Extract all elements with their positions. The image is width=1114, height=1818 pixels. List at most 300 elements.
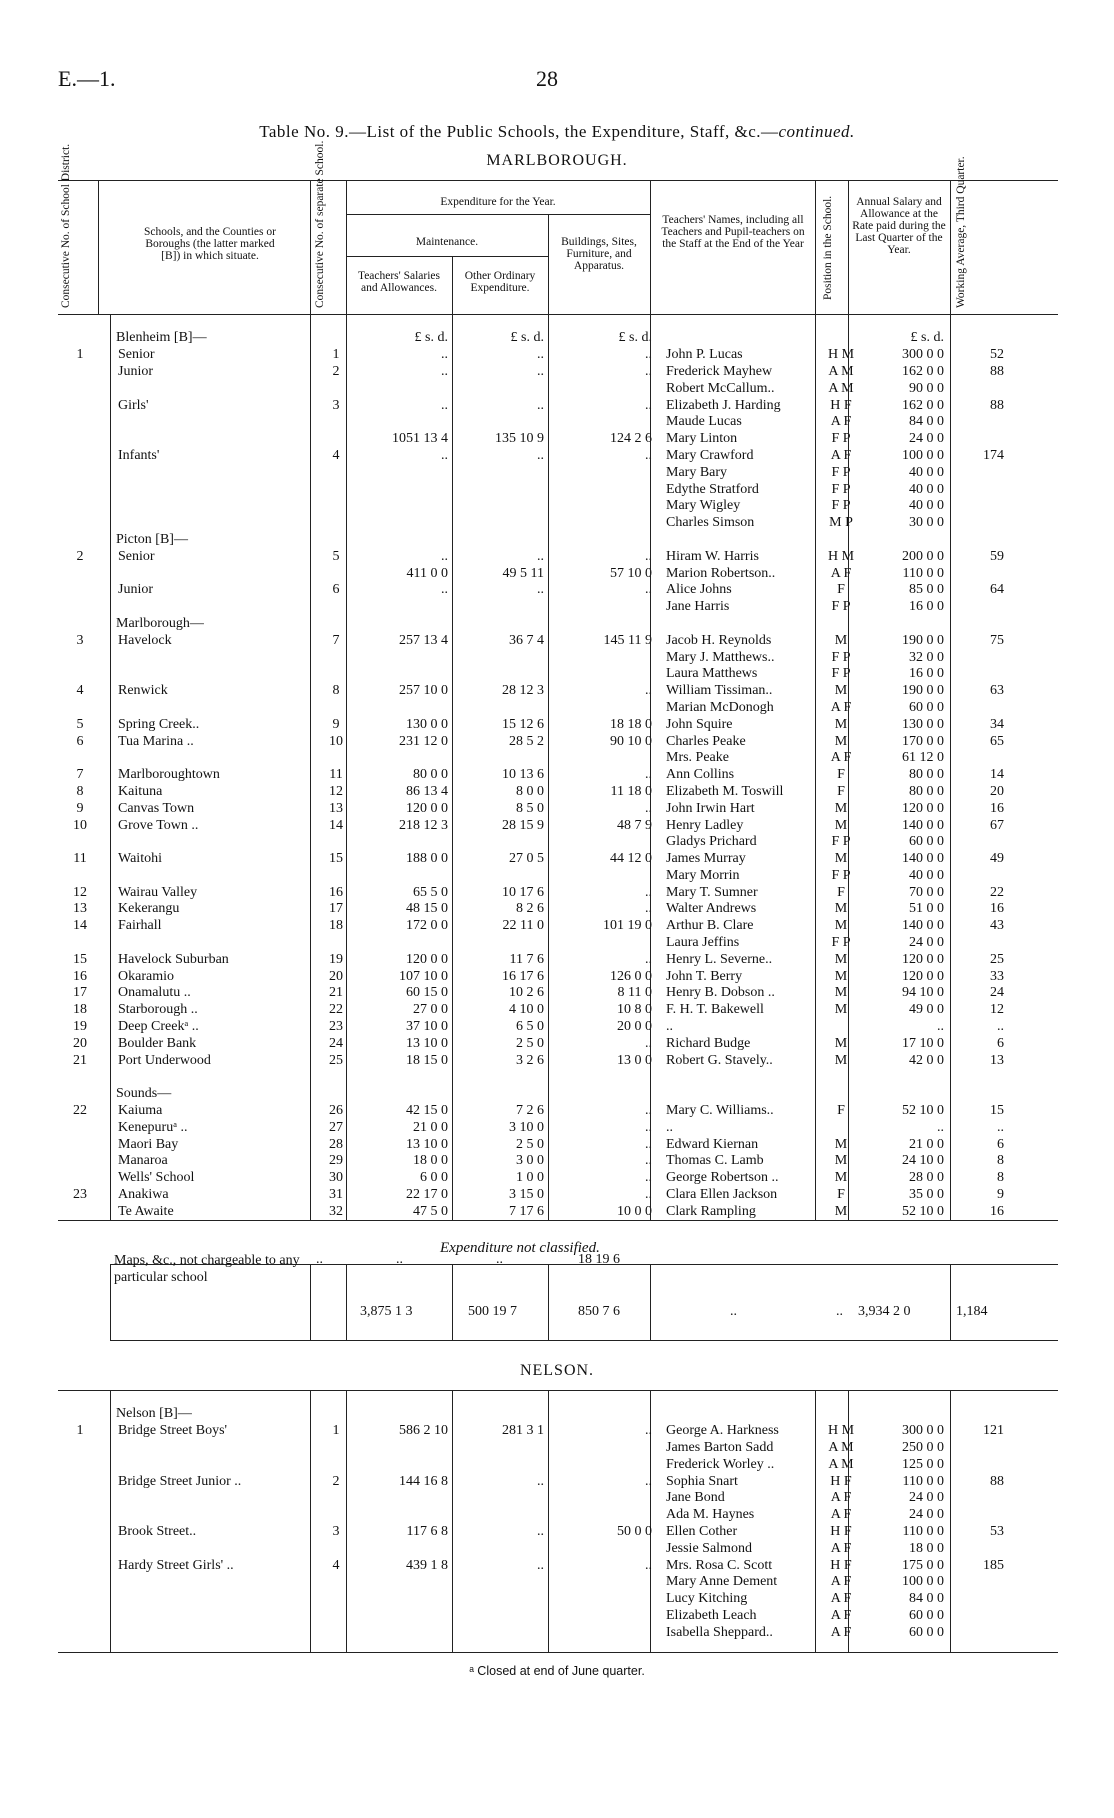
nelson-school-number — [320, 1507, 352, 1524]
marlborough-buildings: 10 0 0 — [617, 1203, 652, 1219]
marlborough-annual-salary: 40 0 0 — [909, 867, 944, 883]
marlborough-district-number — [58, 1153, 102, 1170]
marlborough-buildings: .. — [645, 1119, 652, 1135]
nelson-row — [58, 1440, 1010, 1457]
total-teachers: .. — [730, 1304, 737, 1319]
marlborough-position: F P — [831, 666, 851, 682]
marlborough-position: M — [834, 800, 848, 816]
nelson-working-average — [952, 1591, 1010, 1608]
marlborough-district-number: 9 — [76, 800, 84, 816]
marlborough-salaries: .. — [441, 582, 448, 598]
marlborough-working-average — [952, 532, 1010, 549]
nelson-position: A F — [830, 1591, 852, 1607]
nelson-district-number — [58, 1473, 102, 1490]
marlborough-school-number — [320, 834, 352, 851]
marlborough-school-number: 9 — [332, 716, 340, 732]
marlborough-other-expenditure: 1 0 0 — [516, 1170, 544, 1186]
marlborough-other-expenditure: 10 2 6 — [509, 985, 544, 1001]
nelson-school-name: Bridge Street Boys' — [118, 1423, 228, 1439]
nelson-position: A F — [830, 1607, 852, 1623]
marlborough-salaries: 188 0 0 — [406, 851, 448, 867]
marlborough-buildings — [550, 380, 658, 397]
marlborough-buildings — [550, 532, 658, 549]
marlborough-district-number — [58, 649, 102, 666]
nelson-salaries: 144 16 8 — [399, 1473, 448, 1489]
header-annual-salary: Annual Salary and Allowance at the Rate paid during the Last Quarter of the Year. — [852, 196, 946, 256]
marlborough-annual-salary: 16 0 0 — [909, 666, 944, 682]
total-other: 500 19 7 — [468, 1304, 517, 1319]
marlborough-district-number — [58, 481, 102, 498]
marlborough-row — [58, 918, 1010, 935]
nelson-other-expenditure — [454, 1440, 550, 1457]
marlborough-row — [58, 481, 1010, 498]
marlborough-other-expenditure: 2 5 0 — [516, 1136, 544, 1152]
marlborough-teacher-name: John P. Lucas — [666, 347, 743, 363]
marlborough-position: F P — [831, 834, 851, 850]
marlborough-district-number — [58, 397, 102, 414]
nelson-annual-salary: 175 0 0 — [902, 1557, 944, 1573]
nelson-teacher-name: Isabella Sheppard.. — [666, 1624, 773, 1640]
marlborough-position: M — [834, 716, 848, 732]
nelson-row — [58, 1456, 1010, 1473]
marlborough-teacher-name: Arthur B. Clare — [666, 918, 754, 934]
marlborough-district-number: 11 — [73, 851, 87, 867]
nelson-position: H F — [830, 1523, 852, 1539]
marlborough-teacher-name: Mary Morrin — [666, 867, 740, 883]
marlborough-row — [58, 985, 1010, 1002]
marlborough-position: M — [834, 1203, 848, 1219]
marlborough-position: F — [837, 582, 845, 598]
nelson-school-name — [102, 1591, 320, 1608]
marlborough-teacher-name: Mrs. Peake — [666, 750, 729, 766]
marlborough-district-number — [58, 1086, 102, 1103]
marlborough-district-number: 16 — [73, 968, 87, 984]
marlborough-salaries: 130 0 0 — [406, 716, 448, 732]
nelson-salaries — [352, 1406, 454, 1423]
nelson-row — [58, 1524, 1010, 1541]
marlborough-school-name: Sounds— — [116, 1086, 172, 1102]
marlborough-row — [58, 733, 1010, 750]
marlborough-working-average: 174 — [983, 447, 1004, 463]
marlborough-buildings: £ s. d. — [618, 330, 652, 346]
nelson-school-name: Nelson [B]— — [116, 1406, 192, 1422]
nelson-buildings — [550, 1440, 658, 1457]
nelson-school-number — [320, 1440, 352, 1457]
marlborough-position: F P — [831, 867, 851, 883]
marlborough-buildings — [550, 750, 658, 767]
marlborough-district-number: 1 — [76, 347, 84, 363]
marlborough-school-name: Wairau Valley — [118, 884, 198, 900]
marlborough-school-name: Infants' — [118, 447, 160, 463]
nelson-school-number: 2 — [332, 1473, 340, 1489]
marlborough-teacher-name: John Irwin Hart — [666, 800, 755, 816]
marlborough-school-number: 5 — [332, 548, 340, 564]
marlborough-school-name: Grove Town .. — [118, 817, 199, 833]
marlborough-position — [824, 532, 858, 549]
marlborough-position: F P — [831, 481, 851, 497]
marlborough-row — [58, 431, 1010, 448]
nelson-annual-salary — [858, 1406, 952, 1423]
marlborough-district-number: 6 — [76, 733, 84, 749]
nelson-school-name — [102, 1624, 320, 1641]
marlborough-school-number — [320, 565, 352, 582]
marlborough-school-name — [102, 431, 320, 448]
marlborough-salaries — [352, 464, 454, 481]
marlborough-row — [58, 347, 1010, 364]
marlborough-school-number: 26 — [329, 1103, 343, 1119]
nelson-teacher-name: James Barton Sadd — [666, 1439, 774, 1455]
total-position: .. — [836, 1304, 843, 1319]
marlborough-district-number: 10 — [73, 817, 87, 833]
marlborough-other-expenditure: 3 15 0 — [509, 1187, 544, 1203]
marlborough-position: H M — [827, 548, 855, 564]
marlborough-school-number — [320, 431, 352, 448]
marlborough-salaries — [352, 1069, 454, 1086]
marlborough-working-average: 20 — [990, 783, 1004, 799]
page-number: 28 — [536, 66, 558, 91]
marlborough-working-average: 75 — [990, 632, 1004, 648]
marlborough-other-expenditure: 8 2 6 — [516, 901, 544, 917]
marlborough-position: M — [834, 1153, 848, 1169]
marlborough-salaries — [352, 515, 454, 532]
marlborough-other-expenditure: £ s. d. — [510, 330, 544, 346]
marlborough-school-number — [320, 935, 352, 952]
marlborough-buildings — [550, 464, 658, 481]
marlborough-buildings: 20 0 0 — [617, 1019, 652, 1035]
marlborough-working-average — [952, 498, 1010, 515]
maps-salaries: .. — [396, 1252, 403, 1267]
marlborough-teacher-name: Maude Lucas — [666, 414, 742, 430]
marlborough-district-number: 3 — [76, 632, 84, 648]
nelson-working-average — [952, 1440, 1010, 1457]
marlborough-row — [58, 515, 1010, 532]
nelson-row — [58, 1624, 1010, 1641]
marlborough-row — [58, 498, 1010, 515]
header-maintenance: Maintenance. — [415, 236, 479, 248]
nelson-other-expenditure — [454, 1608, 550, 1625]
marlborough-salaries: 120 0 0 — [406, 951, 448, 967]
nelson-annual-salary: 60 0 0 — [909, 1607, 944, 1623]
marlborough-school-number: 20 — [329, 968, 343, 984]
nelson-teacher-name: Lucy Kitching — [666, 1591, 748, 1607]
marlborough-other-expenditure: 7 2 6 — [516, 1103, 544, 1119]
nelson-annual-salary: 300 0 0 — [902, 1423, 944, 1439]
marlborough-school-name: Kenepuruᵃ .. — [118, 1119, 188, 1135]
marlborough-other-expenditure: .. — [537, 347, 544, 363]
nelson-position: A M — [828, 1439, 854, 1455]
nelson-annual-salary: 250 0 0 — [902, 1439, 944, 1455]
marlborough-annual-salary: 84 0 0 — [909, 414, 944, 430]
table-title-continued: continued. — [778, 122, 855, 141]
nelson-teacher-name: Frederick Worley .. — [666, 1456, 775, 1472]
marlborough-annual-salary: 120 0 0 — [902, 800, 944, 816]
marlborough-working-average — [952, 834, 1010, 851]
marlborough-row — [58, 1153, 1010, 1170]
nelson-buildings: 50 0 0 — [617, 1523, 652, 1539]
marlborough-buildings: 44 12 0 — [610, 851, 652, 867]
nelson-annual-salary: 84 0 0 — [909, 1591, 944, 1607]
marlborough-buildings: 18 18 0 — [610, 716, 652, 732]
marlborough-school-number: 31 — [329, 1187, 343, 1203]
marlborough-teacher-name — [658, 330, 824, 347]
marlborough-district-number — [58, 1203, 102, 1220]
nelson-buildings — [550, 1574, 658, 1591]
marlborough-salaries — [352, 935, 454, 952]
marlborough-school-number: 10 — [329, 733, 343, 749]
marlborough-other-expenditure: 28 15 9 — [502, 817, 544, 833]
marlborough-school-name — [102, 666, 320, 683]
nelson-buildings — [550, 1507, 658, 1524]
marlborough-school-name: Manaroa — [118, 1153, 168, 1169]
marlborough-teacher-name: John T. Berry — [666, 968, 743, 984]
marlborough-school-number: 23 — [329, 1019, 343, 1035]
marlborough-working-average: 64 — [990, 582, 1004, 598]
marlborough-working-average — [952, 666, 1010, 683]
nelson-position: H F — [830, 1557, 852, 1573]
marlborough-district-number: 7 — [76, 767, 84, 783]
marlborough-buildings: .. — [645, 951, 652, 967]
marlborough-working-average: 9 — [997, 1187, 1004, 1203]
marlborough-working-average: 8 — [997, 1153, 1004, 1169]
marlborough-salaries: 120 0 0 — [406, 800, 448, 816]
marlborough-position — [824, 330, 858, 347]
marlborough-row — [58, 1136, 1010, 1153]
marlborough-buildings — [550, 599, 658, 616]
marlborough-row — [58, 364, 1010, 381]
marlborough-row — [58, 1052, 1010, 1069]
marlborough-school-name: Deep Creekᵃ .. — [118, 1019, 199, 1035]
marlborough-position: A F — [830, 447, 852, 463]
marlborough-district-number: 23 — [73, 1187, 87, 1203]
marlborough-school-name: Onamalutu .. — [118, 985, 191, 1001]
marlborough-school-number — [320, 700, 352, 717]
marlborough-annual-salary: 110 0 0 — [902, 565, 944, 581]
marlborough-buildings — [550, 649, 658, 666]
nelson-row — [58, 1574, 1010, 1591]
marlborough-position — [824, 1119, 858, 1136]
nelson-school-name — [102, 1540, 320, 1557]
marlborough-teacher-name: Clark Rampling — [666, 1203, 756, 1219]
marlborough-other-expenditure: 3 2 6 — [516, 1052, 544, 1068]
marlborough-other-expenditure — [454, 414, 550, 431]
nelson-position: H M — [827, 1423, 855, 1439]
marlborough-teacher-name: Marian McDonogh — [666, 699, 774, 715]
marlborough-teacher-name: Mary C. Williams.. — [666, 1103, 774, 1119]
marlborough-salaries: 218 12 3 — [399, 817, 448, 833]
marlborough-other-expenditure: 28 12 3 — [502, 683, 544, 699]
nelson-salaries — [352, 1456, 454, 1473]
expenditure-not-classified-label: Expenditure not classified. — [440, 1240, 600, 1256]
nelson-buildings: .. — [645, 1557, 652, 1573]
marlborough-salaries: 107 10 0 — [399, 968, 448, 984]
marlborough-school-name — [102, 498, 320, 515]
marlborough-annual-salary: 49 0 0 — [909, 1002, 944, 1018]
nelson-other-expenditure: .. — [537, 1473, 544, 1489]
marlborough-position: M — [834, 632, 848, 648]
marlborough-buildings — [550, 616, 658, 633]
marlborough-annual-salary: 300 0 0 — [902, 347, 944, 363]
marlborough-buildings: .. — [645, 901, 652, 917]
marlborough-annual-salary: 120 0 0 — [902, 968, 944, 984]
marlborough-school-number: 16 — [329, 884, 343, 900]
marlborough-position: H F — [830, 397, 852, 413]
marlborough-other-expenditure: .. — [537, 582, 544, 598]
marlborough-position — [824, 616, 858, 633]
marlborough-school-name — [102, 464, 320, 481]
nelson-working-average — [952, 1574, 1010, 1591]
marlborough-buildings: 124 2 6 — [610, 431, 652, 447]
marlborough-teacher-name: .. — [666, 1119, 673, 1135]
nelson-district-number — [58, 1557, 102, 1574]
marlborough-salaries — [352, 481, 454, 498]
marlborough-school-name: Boulder Bank — [118, 1035, 197, 1051]
marlborough-other-expenditure: 10 17 6 — [502, 884, 544, 900]
marlborough-school-name: Junior — [118, 363, 153, 379]
marlborough-annual-salary: 85 0 0 — [909, 582, 944, 598]
maps-other: .. — [496, 1252, 503, 1267]
marlborough-salaries: 42 15 0 — [406, 1103, 448, 1119]
marlborough-salaries — [352, 616, 454, 633]
marlborough-position: A F — [830, 750, 852, 766]
marlborough-district-number — [58, 1170, 102, 1187]
marlborough-annual-salary: 162 0 0 — [902, 363, 944, 379]
marlborough-school-name: Waitohi — [118, 851, 162, 867]
marlborough-school-number — [320, 616, 352, 633]
marlborough-working-average: 63 — [990, 683, 1004, 699]
nelson-working-average — [952, 1624, 1010, 1641]
nelson-school-number: 4 — [332, 1557, 340, 1573]
nelson-annual-salary: 110 0 0 — [902, 1523, 944, 1539]
marlborough-salaries — [352, 599, 454, 616]
marlborough-school-name — [102, 515, 320, 532]
nelson-school-name — [102, 1490, 320, 1507]
marlborough-school-number — [320, 1086, 352, 1103]
marlborough-position: F P — [831, 498, 851, 514]
nelson-position: A M — [828, 1456, 854, 1472]
marlborough-school-name: Tua Marina .. — [118, 733, 194, 749]
marlborough-other-expenditure: 3 0 0 — [516, 1153, 544, 1169]
marlborough-other-expenditure — [454, 700, 550, 717]
marlborough-working-average — [952, 868, 1010, 885]
marlborough-district-number — [58, 515, 102, 532]
marlborough-row — [58, 414, 1010, 431]
marlborough-row — [58, 649, 1010, 666]
marlborough-annual-salary: £ s. d. — [910, 330, 944, 346]
marlborough-salaries: 27 0 0 — [413, 1002, 448, 1018]
nelson-salaries — [352, 1490, 454, 1507]
marlborough-row — [58, 380, 1010, 397]
marlborough-annual-salary: 170 0 0 — [902, 733, 944, 749]
nelson-buildings — [550, 1456, 658, 1473]
marlborough-other-expenditure: 3 10 0 — [509, 1119, 544, 1135]
marlborough-salaries: 18 0 0 — [413, 1153, 448, 1169]
marlborough-district-number — [58, 498, 102, 515]
marlborough-school-name — [102, 380, 320, 397]
marlborough-teacher-name: .. — [666, 1019, 673, 1035]
marlborough-position — [824, 1019, 858, 1036]
marlborough-other-expenditure: 7 17 6 — [509, 1203, 544, 1219]
marlborough-working-average — [952, 464, 1010, 481]
marlborough-school-name: Picton [B]— — [116, 531, 188, 547]
marlborough-row — [58, 599, 1010, 616]
nelson-teacher-name: George A. Harkness — [666, 1423, 779, 1439]
marlborough-buildings: 90 10 0 — [610, 733, 652, 749]
marlborough-annual-salary: 40 0 0 — [909, 464, 944, 480]
nelson-buildings — [550, 1608, 658, 1625]
marlborough-district-number: 5 — [76, 716, 84, 732]
marlborough-teacher-name: James Murray — [666, 851, 746, 867]
nelson-position: H F — [830, 1473, 852, 1489]
marlborough-position — [824, 1069, 858, 1086]
marlborough-annual-salary: 24 0 0 — [909, 431, 944, 447]
marlborough-working-average: 16 — [990, 901, 1004, 917]
maps-con: .. — [316, 1252, 323, 1267]
marlborough-school-number — [320, 649, 352, 666]
header-position: Position in the School. — [822, 195, 834, 300]
nelson-district-number — [58, 1540, 102, 1557]
marlborough-annual-salary: 42 0 0 — [909, 1052, 944, 1068]
marlborough-district-number — [58, 599, 102, 616]
marlborough-teacher-name: Marion Robertson.. — [666, 565, 776, 581]
marlborough-district-number — [58, 834, 102, 851]
nelson-school-number — [320, 1540, 352, 1557]
nelson-buildings — [550, 1540, 658, 1557]
marlborough-position: M — [834, 683, 848, 699]
marlborough-school-number — [320, 666, 352, 683]
marlborough-row — [58, 868, 1010, 885]
marlborough-district-number: 12 — [73, 884, 87, 900]
marlborough-district-number — [58, 1119, 102, 1136]
marlborough-other-expenditure — [454, 1086, 550, 1103]
nelson-other-expenditure — [454, 1574, 550, 1591]
header-schools: Schools, and the Counties or Boroughs (the latter marked [B]) in which situate. — [144, 226, 276, 262]
marlborough-table — [58, 330, 1010, 1220]
marlborough-row — [58, 1019, 1010, 1036]
marlborough-school-name — [102, 700, 320, 717]
marlborough-working-average: 24 — [990, 985, 1004, 1001]
marlborough-row — [58, 884, 1010, 901]
marlborough-school-name: Blenheim [B]— — [116, 330, 207, 346]
marlborough-school-name: Havelock — [118, 632, 172, 648]
marlborough-school-number — [320, 868, 352, 885]
marlborough-teacher-name: Walter Andrews — [666, 901, 757, 917]
marlborough-district-number — [58, 666, 102, 683]
marlborough-district-number — [58, 935, 102, 952]
marlborough-salaries: 231 12 0 — [399, 733, 448, 749]
marlborough-school-number — [320, 481, 352, 498]
marlborough-buildings: .. — [645, 397, 652, 413]
marlborough-teacher-name: Elizabeth M. Toswill — [666, 783, 784, 799]
nelson-other-expenditure: .. — [537, 1557, 544, 1573]
marlborough-district-number: 22 — [73, 1103, 87, 1119]
marlborough-row — [58, 901, 1010, 918]
marlborough-salaries — [352, 380, 454, 397]
marlborough-working-average: 52 — [990, 347, 1004, 363]
marlborough-annual-salary: 190 0 0 — [902, 632, 944, 648]
marlborough-working-average: 8 — [997, 1170, 1004, 1186]
marlborough-buildings: .. — [645, 1103, 652, 1119]
marlborough-school-number: 30 — [329, 1170, 343, 1186]
marlborough-other-expenditure: .. — [537, 548, 544, 564]
marlborough-row — [58, 666, 1010, 683]
marlborough-other-expenditure: 8 5 0 — [516, 800, 544, 816]
marlborough-annual-salary: 140 0 0 — [902, 851, 944, 867]
nelson-school-number — [320, 1591, 352, 1608]
marlborough-working-average — [952, 481, 1010, 498]
marlborough-buildings: .. — [645, 363, 652, 379]
marlborough-annual-salary: 190 0 0 — [902, 683, 944, 699]
marlborough-other-expenditure: 28 5 2 — [509, 733, 544, 749]
